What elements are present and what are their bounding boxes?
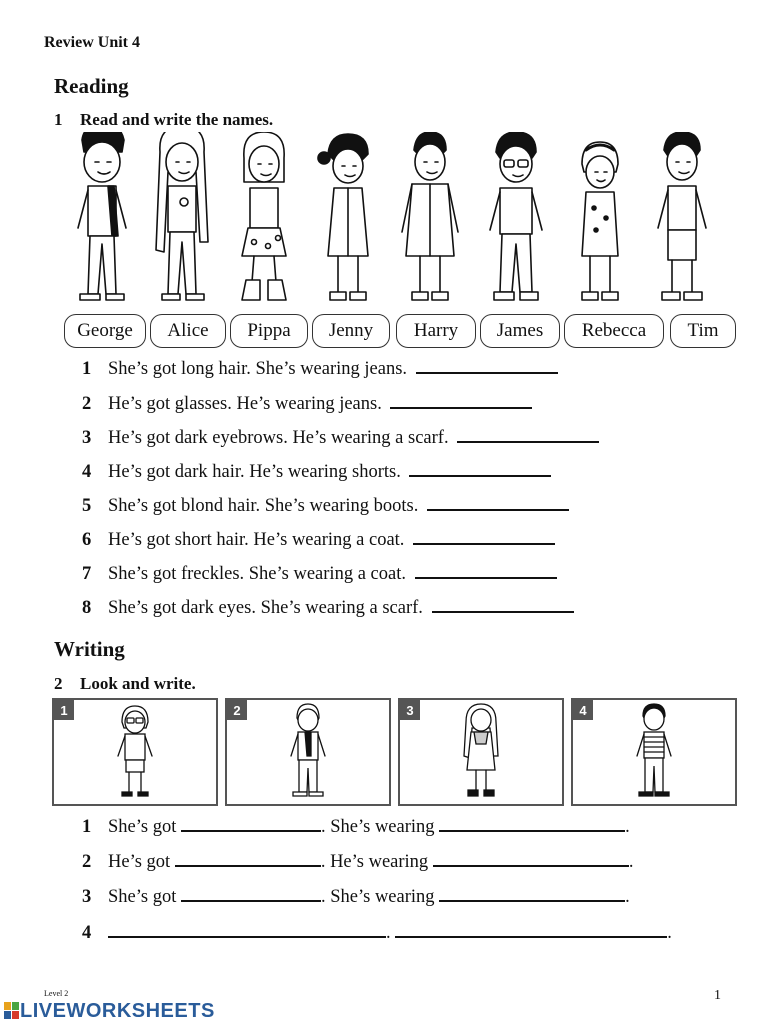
line-prompt: . He’s wearing — [320, 852, 429, 872]
answer-blank[interactable] — [439, 816, 625, 832]
line-prompt: She’s got — [108, 887, 177, 907]
harry-figure — [402, 132, 458, 300]
answer-blank[interactable] — [409, 461, 551, 477]
line-end: . — [628, 852, 634, 872]
answer-blank[interactable] — [457, 427, 599, 443]
name-box-harry: Harry — [396, 314, 476, 348]
children-illustration — [64, 132, 740, 312]
liveworksheets-logo[interactable] — [4, 1000, 215, 1022]
name-box-pippa: Pippa — [230, 314, 308, 348]
writing-picture-3 — [398, 698, 564, 806]
writing-picture-4 — [571, 698, 737, 806]
line-prompt: . She’s wearing — [320, 817, 435, 837]
writing-task-number: 2 — [54, 674, 63, 693]
line-end: . — [625, 817, 630, 837]
pippa-figure — [242, 132, 286, 300]
name-box-jenny: Jenny — [312, 314, 390, 348]
child-1-illustration — [54, 700, 216, 804]
writing-line — [82, 886, 630, 908]
logo-icon — [4, 1002, 20, 1020]
line-end: . — [625, 887, 630, 907]
reading-section-title: Reading — [54, 74, 129, 98]
george-figure — [78, 132, 126, 300]
reading-sentence — [82, 563, 557, 585]
reading-sentence — [82, 427, 599, 449]
answer-blank[interactable] — [433, 851, 629, 867]
reading-task-title: Read and write the names. — [80, 110, 274, 129]
line-prompt: . — [386, 923, 391, 943]
reading-sentence — [82, 358, 558, 380]
reading-task-heading — [54, 110, 273, 130]
answer-blank[interactable] — [181, 886, 321, 902]
name-box-rebecca: Rebecca — [564, 314, 664, 348]
line-number: 1 — [82, 817, 92, 837]
sentence-text: He’s got glasses. He’s wearing jeans. — [108, 394, 382, 414]
rebecca-figure — [582, 142, 618, 300]
line-prompt: . She’s wearing — [320, 887, 435, 907]
sentence-number: 3 — [82, 428, 92, 448]
child-4-illustration — [573, 700, 735, 804]
writing-task-title: Look and write. — [80, 674, 196, 693]
child-3-illustration — [400, 700, 562, 804]
sentence-number: 6 — [82, 530, 92, 550]
jenny-figure — [318, 134, 368, 300]
page-number: 1 — [714, 988, 721, 1003]
name-box-alice: Alice — [150, 314, 226, 348]
answer-blank[interactable] — [432, 597, 574, 613]
alice-figure — [156, 132, 208, 300]
answer-blank[interactable] — [427, 495, 569, 511]
line-number: 3 — [82, 887, 92, 907]
sentence-text: He’s got dark eyebrows. He’s wearing a scarf. — [108, 428, 449, 448]
picture-number: 4 — [573, 700, 593, 720]
line-prompt: He’s got — [108, 852, 171, 872]
tim-figure — [658, 132, 706, 300]
name-box-tim: Tim — [670, 314, 736, 348]
answer-blank[interactable] — [390, 393, 532, 409]
sentence-text: He’s got dark hair. He’s wearing shorts. — [108, 462, 401, 482]
picture-number: 1 — [54, 700, 74, 720]
answer-blank[interactable] — [181, 816, 321, 832]
sentence-number: 2 — [82, 394, 92, 414]
answer-blank[interactable] — [108, 922, 386, 938]
name-box-george: George — [64, 314, 146, 348]
writing-picture-1 — [52, 698, 218, 806]
sentence-text: She’s got long hair. She’s wearing jeans. — [108, 359, 408, 379]
line-end: . — [667, 923, 672, 943]
name-box-james: James — [480, 314, 560, 348]
writing-picture-2 — [225, 698, 391, 806]
picture-number: 2 — [227, 700, 247, 720]
line-prompt: She’s got — [108, 817, 177, 837]
sentence-number: 7 — [82, 564, 92, 584]
name-boxes — [64, 314, 744, 350]
reading-sentence — [82, 495, 569, 517]
sentence-number: 1 — [82, 359, 92, 379]
sentence-text: She’s got freckles. She’s wearing a coat. — [108, 564, 406, 584]
writing-section-title: Writing — [54, 637, 125, 661]
writing-line — [82, 816, 630, 838]
answer-blank[interactable] — [439, 886, 625, 902]
answer-blank[interactable] — [415, 563, 557, 579]
answer-blank[interactable] — [416, 358, 558, 374]
unit-title: Review Unit 4 — [44, 34, 140, 51]
writing-line — [82, 851, 633, 873]
writing-line — [82, 922, 672, 944]
child-2-illustration — [227, 700, 389, 804]
writing-task-heading — [54, 674, 196, 694]
line-number: 2 — [82, 852, 92, 872]
reading-sentence — [82, 529, 555, 551]
reading-sentence — [82, 393, 532, 415]
reading-task-number: 1 — [54, 110, 63, 129]
level-label: Level 2 — [44, 989, 69, 998]
sentence-number: 4 — [82, 462, 92, 482]
answer-blank[interactable] — [175, 851, 321, 867]
reading-sentence — [82, 597, 574, 619]
james-figure — [490, 132, 542, 300]
picture-number: 3 — [400, 700, 420, 720]
sentence-text: She’s got blond hair. She’s wearing boots. — [108, 496, 419, 516]
sentence-number: 5 — [82, 496, 92, 516]
line-number: 4 — [82, 923, 92, 943]
answer-blank[interactable] — [395, 922, 667, 938]
sentence-number: 8 — [82, 598, 92, 618]
reading-sentence — [82, 461, 551, 483]
logo-text: LIVEWORKSHEETS — [20, 999, 215, 1022]
answer-blank[interactable] — [413, 529, 555, 545]
sentence-text: He’s got short hair. He’s wearing a coat. — [108, 530, 405, 550]
sentence-text: She’s got dark eyes. She’s wearing a scarf. — [108, 598, 423, 618]
